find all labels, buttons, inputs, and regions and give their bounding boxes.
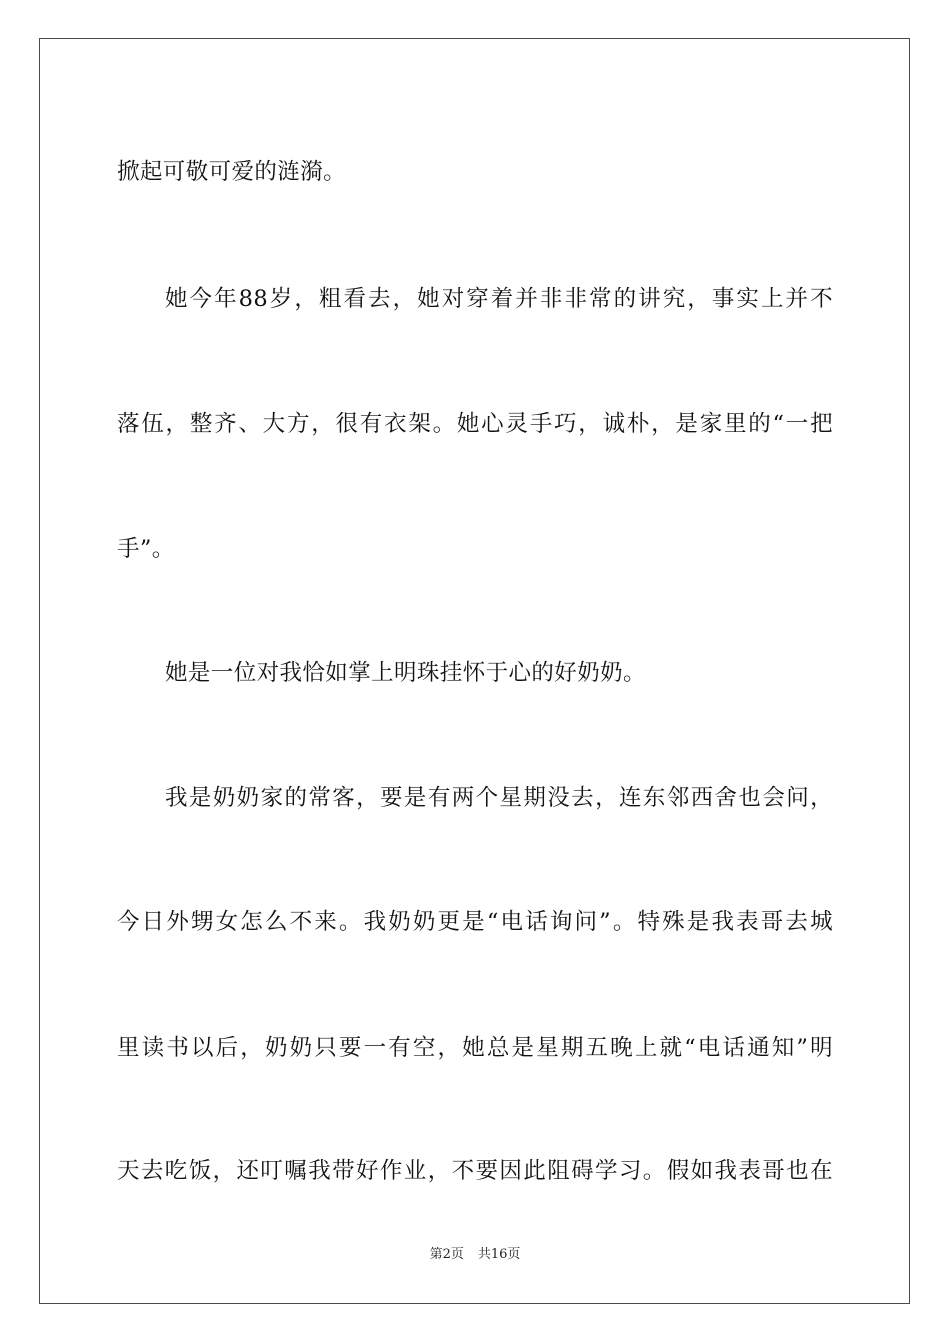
- paragraph-line-7: 今日外甥女怎么不来。我奶奶更是“电话询问”。特殊是我表哥去城: [117, 908, 833, 935]
- paragraph-line-6: 我是奶奶家的常客，要是有两个星期没去，连东邻西舍也会问，: [165, 784, 833, 811]
- total-pages: 共16页: [477, 1247, 521, 1262]
- page-number: 第2页: [429, 1247, 464, 1262]
- paragraph-line-4: 手”。: [117, 535, 175, 562]
- paragraph-line-2: 她今年88岁，粗看去，她对穿着并非非常的讲究，事实上并不: [165, 285, 833, 312]
- paragraph-line-8: 里读书以后，奶奶只要一有空，她总是星期五晚上就“电话通知”明: [117, 1034, 833, 1061]
- paragraph-line-9: 天去吃饭，还叮嘱我带好作业，不要因此阻碍学习。假如我表哥也在: [117, 1157, 833, 1184]
- paragraph-line-1: 掀起可敬可爱的涟漪。: [117, 158, 347, 185]
- paragraph-line-3: 落伍，整齐、大方，很有衣架。她心灵手巧，诚朴，是家里的“一把: [117, 410, 833, 437]
- paragraph-line-5: 她是一位对我恰如掌上明珠挂怀于心的好奶奶。: [165, 659, 646, 686]
- page-footer: [0, 1246, 950, 1264]
